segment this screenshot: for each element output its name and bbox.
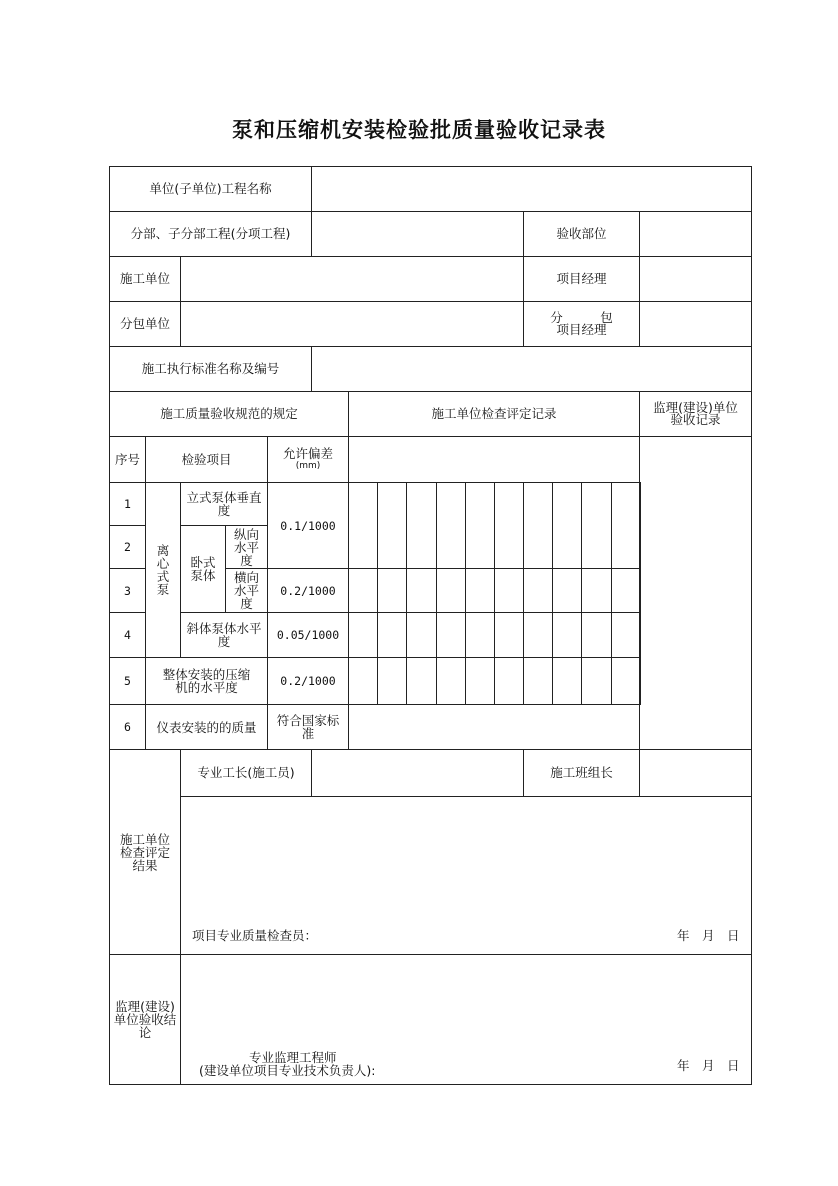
project-manager-field[interactable] (639, 256, 752, 302)
record-cell[interactable] (465, 612, 495, 658)
supervision-result-label: 监理(建设)单位验收结论 (109, 954, 181, 1085)
record-cell[interactable] (377, 657, 407, 705)
project-manager-label: 项目经理 (523, 256, 640, 302)
seq-cell: 4 (109, 612, 146, 658)
record-cell[interactable] (552, 612, 582, 658)
tolerance-header-line1: 允许偏差 (282, 445, 333, 461)
supervision-record-label-line2: 验收记录 (670, 412, 721, 427)
record-cell[interactable] (523, 482, 553, 569)
record-cell[interactable] (436, 482, 466, 569)
engineer-label-line2: (建设单位项目专业技术负责人): (199, 1063, 376, 1078)
supervision-date-label: 年 月 日 (677, 1058, 740, 1073)
record-cell[interactable] (611, 612, 641, 658)
record-cell[interactable] (552, 568, 582, 613)
spec-label: 施工质量验收规范的规定 (109, 391, 349, 437)
tolerance-cell: 0.2/1000 (267, 657, 349, 705)
foreman-label: 专业工长(施工员) (180, 749, 312, 797)
record-cell[interactable] (436, 612, 466, 658)
item-cell: 立式泵体垂直度 (180, 482, 268, 526)
record-cell[interactable] (377, 568, 407, 613)
record-cell[interactable] (465, 568, 495, 613)
record-cell[interactable] (611, 482, 641, 569)
subcontract-unit-field[interactable] (180, 301, 524, 347)
construction-result-label: 施工单位检查评定结果 (109, 749, 181, 955)
record-cell[interactable] (377, 482, 407, 569)
record-cell[interactable] (348, 568, 378, 613)
record-cell[interactable] (465, 657, 495, 705)
seq-cell: 2 (109, 525, 146, 569)
horizontal-pump-label: 卧式泵体 (180, 525, 226, 613)
record-cell[interactable] (348, 657, 378, 705)
record-cell[interactable] (523, 657, 553, 705)
record-cell[interactable] (523, 612, 553, 658)
item-header: 检验项目 (145, 436, 268, 483)
supervision-record-label-line1: 监理(建设)单位 (653, 400, 738, 415)
record-cell[interactable] (436, 657, 466, 705)
item-cell: 横向水平度 (225, 568, 268, 613)
standard-field[interactable] (311, 346, 752, 392)
record-cell[interactable] (494, 657, 524, 705)
record-cell-row6[interactable] (348, 704, 640, 750)
record-cell[interactable] (552, 482, 582, 569)
record-header-blank (348, 436, 640, 483)
record-cell[interactable] (436, 568, 466, 613)
item-cell: 整体安装的压缩机的水平度 (145, 657, 268, 705)
foreman-field[interactable] (311, 749, 524, 797)
record-cell[interactable] (348, 612, 378, 658)
engineer-label-line1: 专业监理工程师 (249, 1050, 337, 1065)
tolerance-header-unit: (mm) (295, 460, 321, 471)
record-cell[interactable] (494, 482, 524, 569)
construction-unit-field[interactable] (180, 256, 524, 302)
team-leader-label: 施工班组长 (523, 749, 640, 797)
item-cell: 斜体泵体水平度 (180, 612, 268, 658)
record-cell[interactable] (377, 612, 407, 658)
tolerance-cell: 0.1/1000 (267, 482, 349, 569)
project-name-label: 单位(子单位)工程名称 (109, 166, 312, 212)
record-cell[interactable] (611, 657, 641, 705)
sub-project-label: 分部、子分部工程(分项工程) (109, 211, 312, 257)
subcontract-unit-label: 分包单位 (109, 301, 181, 347)
record-cell[interactable] (348, 482, 378, 569)
record-cell[interactable] (406, 657, 437, 705)
tolerance-cell: 0.05/1000 (267, 612, 349, 658)
tolerance-cell: 0.2/1000 (267, 568, 349, 613)
subcontract-manager-label-top: 分 包 (550, 310, 613, 325)
record-cell[interactable] (406, 612, 437, 658)
record-cell[interactable] (611, 568, 641, 613)
subcontract-manager-label-bottom: 项目经理 (556, 322, 607, 337)
subcontract-manager-label (523, 301, 640, 347)
subcontract-manager-field[interactable] (639, 301, 752, 347)
seq-cell: 1 (109, 482, 146, 526)
record-cell[interactable] (494, 612, 524, 658)
item-cell: 仪表安装的的质量 (145, 704, 268, 750)
tolerance-cell: 符合国家标准 (267, 704, 349, 750)
seq-cell: 6 (109, 704, 146, 750)
team-leader-field[interactable] (639, 749, 752, 797)
seq-cell: 5 (109, 657, 146, 705)
seq-header: 序号 (109, 436, 146, 483)
seq-cell: 3 (109, 568, 146, 613)
record-cell[interactable] (581, 482, 612, 569)
record-cell[interactable] (581, 568, 612, 613)
construction-date-label: 年 月 日 (677, 928, 740, 943)
group-label-centrifugal-pump: 离心式泵 (145, 482, 181, 658)
inspector-label: 项目专业质量检查员： (192, 928, 318, 943)
record-cell[interactable] (581, 612, 612, 658)
project-name-field[interactable] (311, 166, 752, 212)
sub-project-field[interactable] (311, 211, 524, 257)
acceptance-part-field[interactable] (639, 211, 752, 257)
supervision-record-label (639, 391, 752, 437)
standard-label: 施工执行标准名称及编号 (109, 346, 312, 392)
supervision-record-field[interactable] (639, 436, 752, 750)
record-cell[interactable] (494, 568, 524, 613)
page-title: 泵和压缩机安装检验批质量验收记录表 (232, 117, 606, 142)
item-cell: 纵向水平度 (225, 525, 268, 569)
tolerance-header (267, 436, 349, 483)
record-cell[interactable] (552, 657, 582, 705)
acceptance-part-label: 验收部位 (523, 211, 640, 257)
record-cell[interactable] (581, 657, 612, 705)
record-cell[interactable] (465, 482, 495, 569)
record-cell[interactable] (406, 568, 437, 613)
construction-unit-label: 施工单位 (109, 256, 181, 302)
record-cell[interactable] (406, 482, 437, 569)
record-cell[interactable] (523, 568, 553, 613)
record-label: 施工单位检查评定记录 (348, 391, 640, 437)
